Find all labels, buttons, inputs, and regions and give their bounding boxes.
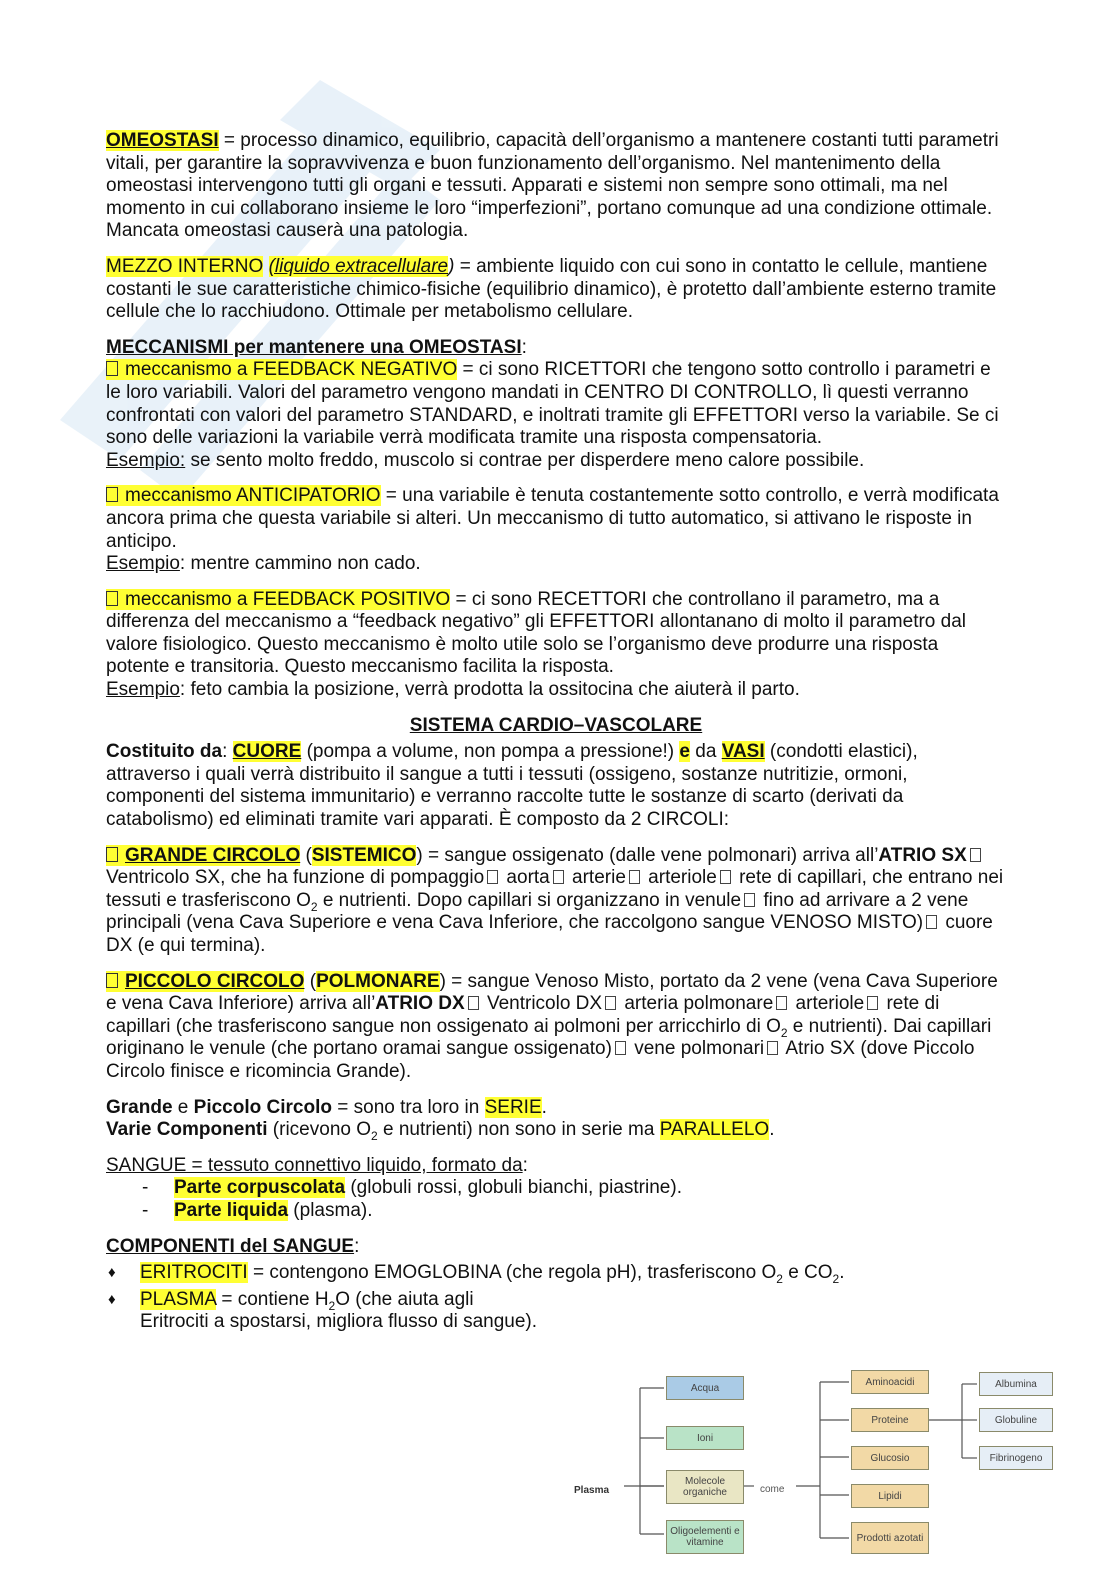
costituito-paragraph: Costituito da: CUORE (pompa a volume, non pompa a pressione!) e da VASI (condotti elastici), attraverso i quali verrà distribuito il sangue a tutti i tessuti (ossigeno, sostanze nutritizie, ormoni, componenti del sistema immunitario) e verranno raccolte tutte le sostanze di scarto (derivati da catabolismo) ed eliminati tramite vari apparati. È composto da 2 CIRCOLI: <box>106 741 918 831</box>
diagram-box: Acqua <box>666 1376 744 1400</box>
cuore-term: CUORE <box>232 741 302 763</box>
diagram-box: Molecole organiche <box>666 1470 744 1504</box>
list-item: ♦ PLASMA = contiene $H_2O$ (che aiuta agli Eritrociti a spostarsi, migliora flusso di sangue). <box>108 1288 538 1333</box>
componenti-heading: COMPONENTI del SANGUE: <box>106 1235 360 1257</box>
diagram-box: Aminoacidi <box>851 1370 929 1394</box>
plasma-diagram <box>564 1362 1058 1572</box>
sangue-list <box>106 1177 1006 1222</box>
diagram-box: Ioni <box>666 1426 744 1450</box>
omeostasi-term: OMEOSTASI <box>106 130 219 151</box>
checkbox-icon <box>106 973 118 988</box>
grande-circolo-paragraph: GRANDE CIRCOLO (SISTEMICO) = sangue ossigenato (dalle vene polmonari) arriva all’ATRIO SX Ventricolo SX, che ha funzione di pompaggio aorta arterie arteriole rete di capillari, che entrano nei tessuti e trasferiscono $O_2$ e nutrienti. Dopo capillari si organizzano in venule fino ad arrivare a 2 vene principali (vena Cava Superiore e vena Cava Inferiore, che raccolgono sangue VENOSO MISTO) cuore DX (e qui termina). <box>106 844 1004 956</box>
feedback-positivo-paragraph: meccanismo a FEEDBACK POSITIVO = ci sono RECETTORI che controllano il parametro, ma a differenza del meccanismo a “feedback negativo” gli EFFETTORI allontanano di molto il parametro dal valore fisiologico. Questo meccanismo è molto utile solo se l’organismo deve produrre una risposta potente e transitoria. Questo meccanismo facilita la risposta. Esempio: feto cambia la posizione, verrà prodotta la ossitocina che aiuterà il parto. <box>106 588 967 701</box>
arrow-icon <box>468 996 479 1010</box>
diamond-bullet-icon: ♦ <box>108 1264 116 1282</box>
diagram-come-label: come <box>760 1484 785 1495</box>
arrow-icon <box>926 915 937 929</box>
checkbox-icon <box>106 847 118 862</box>
sangue-heading: SANGUE = tessuto connettivo liquido, formato da: <box>106 1154 528 1176</box>
document-page <box>106 130 1006 1334</box>
feedback-positivo-term: meccanismo a FEEDBACK POSITIVO <box>106 589 450 610</box>
diagram-root-label: Plasma <box>574 1485 610 1496</box>
anticipatorio-term: meccanismo ANTICIPATORIO <box>106 485 381 506</box>
arrow-icon <box>970 848 981 862</box>
grande-circolo-term: GRANDE CIRCOLO <box>106 845 300 866</box>
checkbox-icon <box>106 361 118 376</box>
arrow-icon <box>487 870 498 884</box>
checkbox-icon <box>106 591 118 606</box>
meccanismi-section: MECCANISMI per mantenere una OMEOSTASI: meccanismo a FEEDBACK NEGATIVO = ci sono RICETTORI che tengono sotto controllo i parametri e le loro variabili. Valori del parametro vengono mandati in CENTRO DI CONTROLLO, lì questi verranno confrontati con valori del parametro STANDARD, e inoltrati tramite gli EFFETTORI verso la variabile. Se ci sono delle variazioni la variabile verrà modificata tramite una risposta compensatoria. Esempio: se sento molto freddo, muscolo si contrae per disperdere meno calore possibile. <box>106 336 999 471</box>
diagram-box: Oligoelementi e vitamine <box>666 1520 744 1554</box>
componenti-list <box>106 1262 1006 1334</box>
diagram-box: Fibrinogeno <box>979 1446 1053 1470</box>
example-label: Esempio: <box>106 449 186 471</box>
diamond-bullet-icon: ♦ <box>108 1290 116 1308</box>
diagram-box: Globuline <box>979 1408 1053 1432</box>
diagram-box: Glucosio <box>851 1446 929 1470</box>
diagram-box: Albumina <box>979 1372 1053 1396</box>
arrow-icon <box>615 1041 626 1055</box>
arrow-icon <box>553 870 564 884</box>
vasi-term: VASI <box>721 741 765 763</box>
section-title: SISTEMA CARDIO–VASCOLARE <box>409 714 703 736</box>
list-item: - Parte corpuscolata (globuli rossi, globuli bianchi, piastrine). <box>106 1177 1006 1200</box>
example-label: Esempio <box>106 553 180 575</box>
diagram-box: Proteine <box>851 1408 929 1432</box>
mezzo-interno-term: MEZZO INTERNO <box>106 255 264 277</box>
anticipatorio-paragraph: meccanismo ANTICIPATORIO = una variabile è tenuta costantemente sotto controllo, e verrà modificata ancora prima che questa variabile si alteri. Un meccanismo di tutto automatico, si attivano le risposte in anticipo. Esempio: mentre cammino non cado. <box>106 485 999 575</box>
example-label: Esempio <box>106 679 180 701</box>
meccanismi-heading: MECCANISMI per mantenere una OMEOSTASI <box>106 336 522 358</box>
omeostasi-paragraph: OMEOSTASI = processo dinamico, equilibrio, capacità dell’organismo a mantenere costanti tutti parametri vitali, per garantire la sopravvivenza e buon funzionamento dell’organismo. Nel mantenimento della omeostasi intervengono tutti gli organi e tessuti. Apparati e sistemi non sempre sono ottimali, ma nel momento in cui collaborano insieme le loro “imperfezioni”, portano comunque ad una condizione ottimale. Mancata omeostasi causerà una patologia. <box>106 130 999 242</box>
arrow-icon <box>744 893 755 907</box>
arrow-icon <box>720 870 731 884</box>
arrow-icon <box>867 996 878 1010</box>
feedback-negativo-term: meccanismo a FEEDBACK NEGATIVO <box>106 359 457 380</box>
piccolo-circolo-term: PICCOLO CIRCOLO <box>106 971 304 992</box>
arrow-icon <box>605 996 616 1010</box>
piccolo-circolo-paragraph: PICCOLO CIRCOLO (POLMONARE) = sangue Venoso Misto, portato da 2 vene (vena Cava Superiore e vena Cava Inferiore) arriva all’ATRIO DX Ventricolo DX arteria polmonare arteriole rete di capillari (che trasferiscono sangue non ossigenato ai polmoni per arricchirlo di $O_2$ e nutrienti). Dai capillari originano le venule (che portano oramai sangue ossigenato) vene polmonari Atrio SX (dove Piccolo Circolo finisce e ricomincia Grande). <box>106 970 998 1082</box>
list-item: - Parte liquida (plasma). <box>106 1200 1006 1223</box>
serie-parallelo-paragraph: Grande e Piccolo Circolo = sono tra loro in SERIE. Varie Componenti (ricevono $O_2$ e nutrienti) non sono in serie ma PARALLELO. <box>106 1096 775 1143</box>
checkbox-icon <box>106 487 118 502</box>
arrow-icon <box>767 1041 778 1055</box>
mezzo-interno-paragraph: MEZZO INTERNO (liquido extracellulare) = ambiente liquido con cui sono in contatto le cellule, mantiene costanti le sue caratteristiche chimico-fisiche (equilibrio dinamico), è protetto dall’ambiente esterno tramite cellule che lo racchiudono. Ottimale per metabolismo cellulare. <box>106 255 997 323</box>
diagram-box: Prodotti azotati <box>851 1522 929 1554</box>
list-item: ♦ ERITROCITI = contengono EMOGLOBINA (che regola pH), trasferiscono $O_2$ e $CO_2$. <box>108 1262 845 1286</box>
arrow-icon <box>629 870 640 884</box>
arrow-icon <box>776 996 787 1010</box>
diagram-box: Lipidi <box>851 1484 929 1508</box>
